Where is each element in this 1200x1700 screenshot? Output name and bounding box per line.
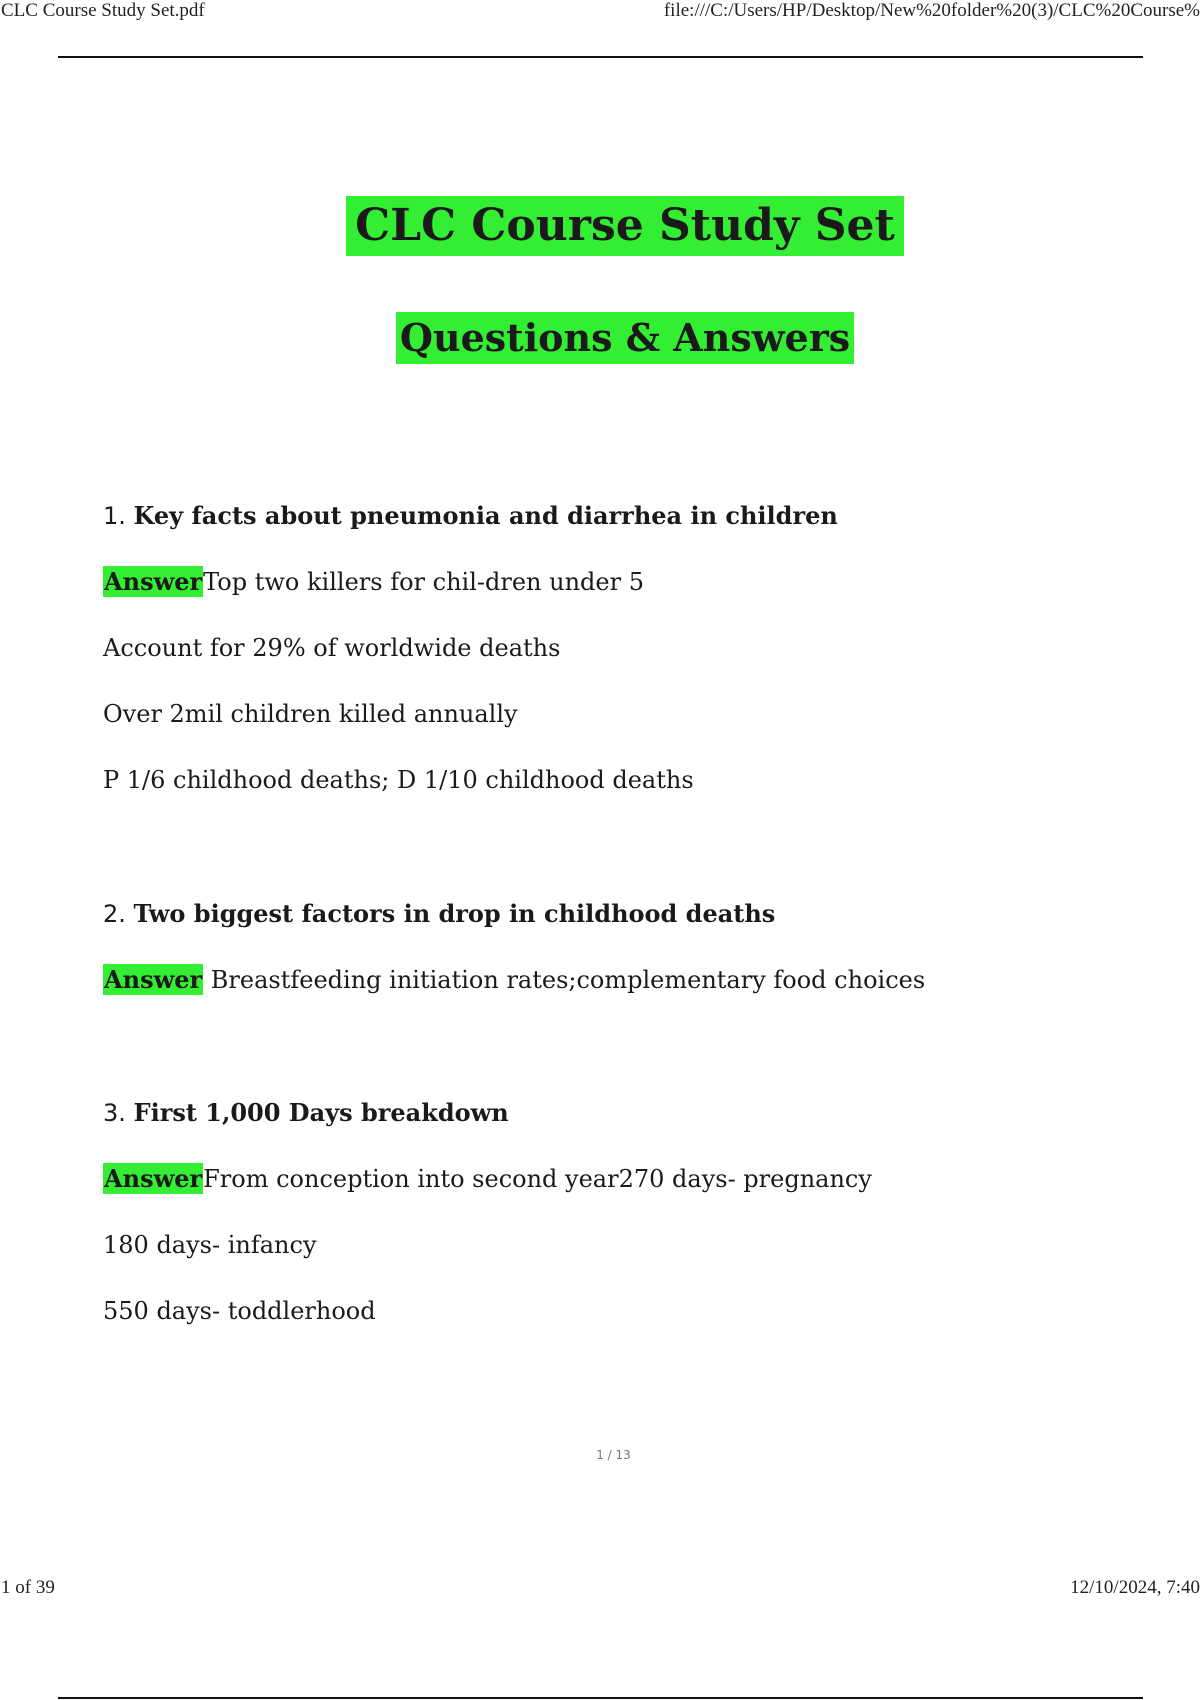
page-title bbox=[0, 196, 1200, 256]
question-text: Two biggest factors in drop in childhood deaths bbox=[133, 899, 776, 928]
answer-1 bbox=[103, 565, 1143, 599]
print-timestamp: 12/10/2024, 7:40 bbox=[1070, 1577, 1200, 1598]
answer-label: Answer bbox=[104, 567, 203, 596]
question-number: 2. bbox=[103, 900, 126, 928]
page-subtitle bbox=[0, 312, 1200, 364]
print-header bbox=[0, 0, 1200, 30]
answer-text: Top two killers for chil-dren under 5 bbox=[203, 568, 644, 596]
page-subtitle-text: Questions & Answers bbox=[396, 312, 854, 364]
question-text: Key facts about pneumonia and diarrhea in children bbox=[133, 501, 838, 530]
page-title-text: CLC Course Study Set bbox=[346, 196, 904, 256]
question-2 bbox=[103, 897, 1143, 931]
question-number: 3. bbox=[103, 1099, 126, 1127]
answer-3 bbox=[103, 1162, 1143, 1196]
footer-divider bbox=[58, 1697, 1143, 1699]
answer-text: From conception into second year270 days- pregnancy bbox=[203, 1165, 872, 1193]
page-count: 1 of 39 bbox=[1, 1577, 55, 1598]
question-text: First 1,000 Days breakdown bbox=[133, 1098, 509, 1127]
header-divider bbox=[58, 56, 1143, 58]
answer-text: Breastfeeding initiation rates;complementary food choices bbox=[210, 966, 926, 994]
question-3 bbox=[103, 1096, 1143, 1130]
answer-2 bbox=[103, 963, 1143, 997]
question-1 bbox=[103, 499, 1143, 533]
file-url: file:///C:/Users/HP/Desktop/New%20folder%20(3)/CLC%20Course% bbox=[663, 0, 1200, 21]
answer-line: 180 days- infancy bbox=[103, 1231, 317, 1259]
question-number: 1. bbox=[103, 502, 126, 530]
answer-label: Answer bbox=[104, 1164, 203, 1193]
answer-line: 550 days- toddlerhood bbox=[103, 1297, 376, 1325]
page-indicator: 1 / 13 bbox=[596, 1448, 631, 1462]
answer-label: Answer bbox=[104, 965, 203, 994]
document-filename: CLC Course Study Set.pdf bbox=[1, 0, 205, 21]
print-footer bbox=[0, 1577, 1200, 1607]
answer-line: Account for 29% of worldwide deaths bbox=[103, 634, 561, 662]
answer-line: P 1/6 childhood deaths; D 1/10 childhood deaths bbox=[103, 766, 694, 794]
answer-line: Over 2mil children killed annually bbox=[103, 700, 518, 728]
